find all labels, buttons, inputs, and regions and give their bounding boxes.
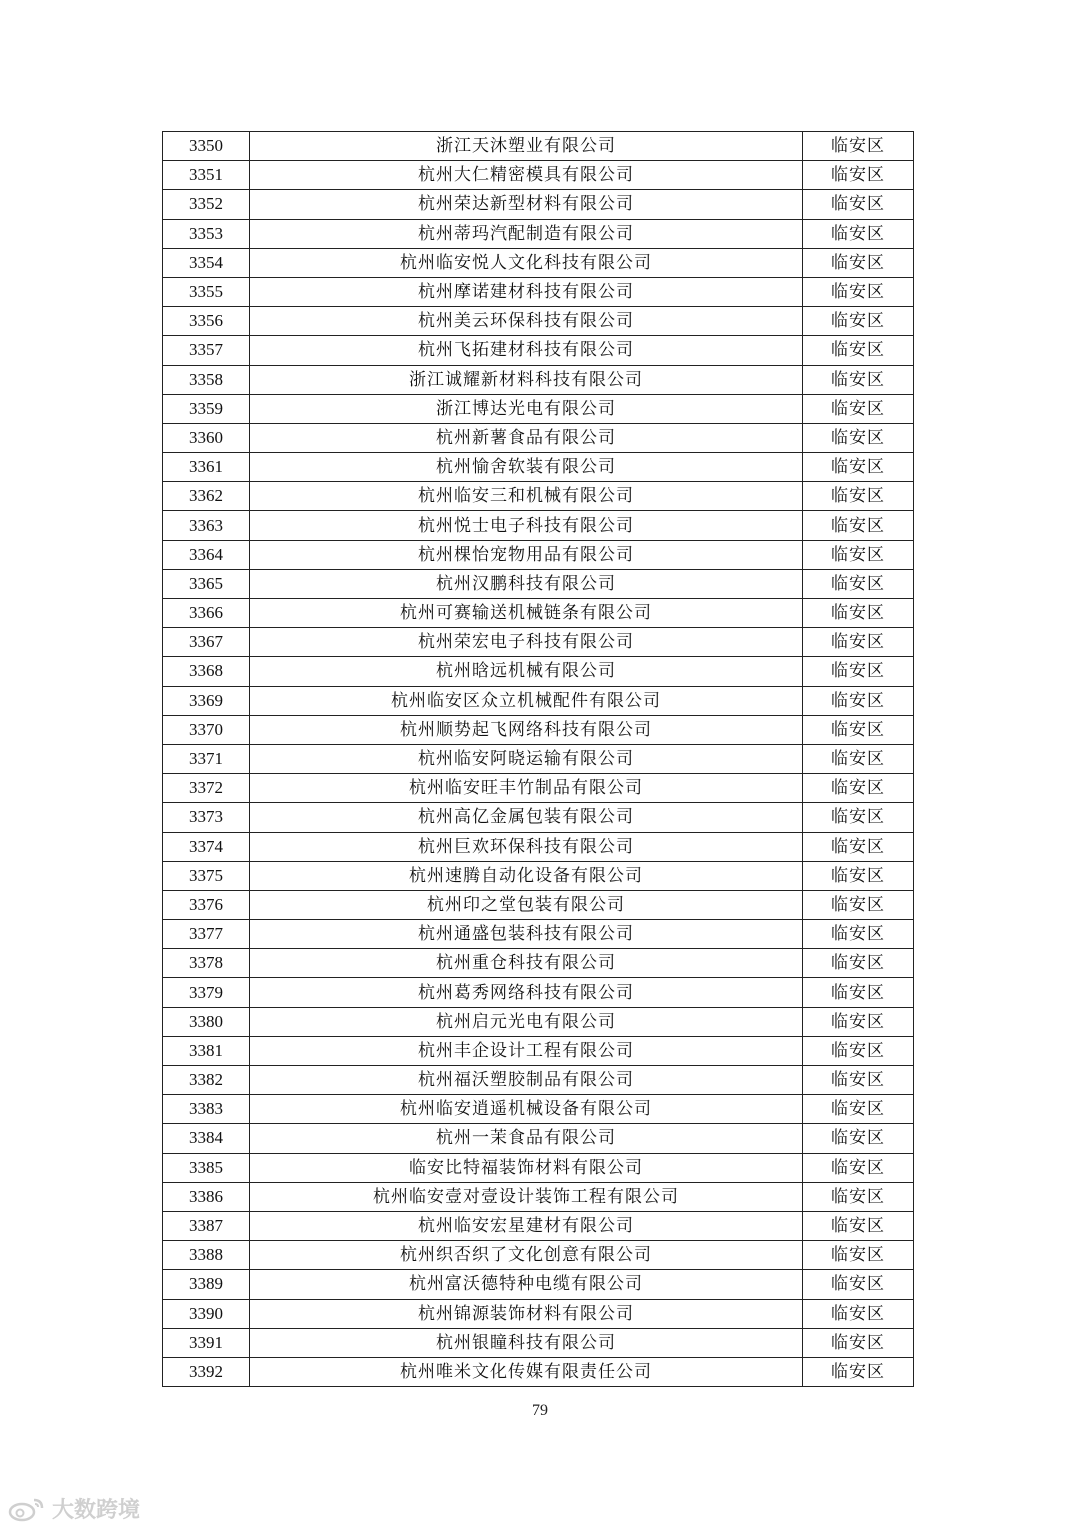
table-row [163, 744, 914, 773]
district-cell: 临安区 [803, 1357, 914, 1386]
row-number-cell: 3390 [163, 1299, 250, 1328]
row-number-cell: 3358 [163, 365, 250, 394]
row-number-cell: 3370 [163, 715, 250, 744]
table-row [163, 132, 914, 161]
table-row [163, 832, 914, 861]
district-cell: 临安区 [803, 190, 914, 219]
row-number-cell: 3383 [163, 1095, 250, 1124]
district-cell: 临安区 [803, 890, 914, 919]
row-number-cell: 3388 [163, 1241, 250, 1270]
district-cell: 临安区 [803, 132, 914, 161]
table-row [163, 1153, 914, 1182]
company-name-cell: 杭州悦士电子科技有限公司 [250, 511, 803, 540]
district-cell: 临安区 [803, 1036, 914, 1065]
company-name-cell: 杭州印之堂包装有限公司 [250, 890, 803, 919]
row-number-cell: 3363 [163, 511, 250, 540]
table-row [163, 161, 914, 190]
district-cell: 临安区 [803, 832, 914, 861]
row-number-cell: 3382 [163, 1066, 250, 1095]
company-name-cell: 杭州银瞳科技有限公司 [250, 1328, 803, 1357]
table-row [163, 949, 914, 978]
company-name-cell: 杭州重仓科技有限公司 [250, 949, 803, 978]
company-name-cell: 杭州愉舍软装有限公司 [250, 453, 803, 482]
table-row [163, 307, 914, 336]
table-row [163, 657, 914, 686]
row-number-cell: 3379 [163, 978, 250, 1007]
company-name-cell: 杭州大仁精密模具有限公司 [250, 161, 803, 190]
district-cell: 临安区 [803, 219, 914, 248]
district-cell: 临安区 [803, 511, 914, 540]
row-number-cell: 3361 [163, 453, 250, 482]
company-name-cell: 杭州巨欢环保科技有限公司 [250, 832, 803, 861]
district-cell: 临安区 [803, 744, 914, 773]
district-cell: 临安区 [803, 1299, 914, 1328]
district-cell: 临安区 [803, 1182, 914, 1211]
district-cell: 临安区 [803, 715, 914, 744]
company-name-cell: 杭州织否织了文化创意有限公司 [250, 1241, 803, 1270]
company-name-cell: 杭州通盛包装科技有限公司 [250, 920, 803, 949]
district-cell: 临安区 [803, 1007, 914, 1036]
row-number-cell: 3374 [163, 832, 250, 861]
company-name-cell: 杭州临安旺丰竹制品有限公司 [250, 774, 803, 803]
company-name-cell: 杭州摩诺建材科技有限公司 [250, 277, 803, 306]
table-row [163, 1270, 914, 1299]
table-row [163, 365, 914, 394]
district-cell: 临安区 [803, 1124, 914, 1153]
district-cell: 临安区 [803, 628, 914, 657]
district-cell: 临安区 [803, 336, 914, 365]
company-name-cell: 杭州锦源装饰材料有限公司 [250, 1299, 803, 1328]
district-cell: 临安区 [803, 1241, 914, 1270]
table-row [163, 861, 914, 890]
district-cell: 临安区 [803, 774, 914, 803]
district-cell: 临安区 [803, 248, 914, 277]
district-cell: 临安区 [803, 394, 914, 423]
table-row [163, 1211, 914, 1240]
table-row [163, 890, 914, 919]
district-cell: 临安区 [803, 599, 914, 628]
table-row [163, 1007, 914, 1036]
weibo-logo-icon [8, 1496, 48, 1522]
row-number-cell: 3389 [163, 1270, 250, 1299]
company-name-cell: 杭州可赛输送机械链条有限公司 [250, 599, 803, 628]
row-number-cell: 3357 [163, 336, 250, 365]
company-name-cell: 杭州富沃德特种电缆有限公司 [250, 1270, 803, 1299]
company-name-cell: 杭州丰企设计工程有限公司 [250, 1036, 803, 1065]
table-row [163, 1182, 914, 1211]
table-row [163, 920, 914, 949]
row-number-cell: 3377 [163, 920, 250, 949]
company-list [162, 131, 912, 1387]
company-name-cell: 杭州临安三和机械有限公司 [250, 482, 803, 511]
row-number-cell: 3360 [163, 423, 250, 452]
table-row [163, 511, 914, 540]
company-name-cell: 浙江诚耀新材料科技有限公司 [250, 365, 803, 394]
company-name-cell: 杭州荣达新型材料有限公司 [250, 190, 803, 219]
district-cell: 临安区 [803, 686, 914, 715]
district-cell: 临安区 [803, 540, 914, 569]
table-row [163, 336, 914, 365]
table-row [163, 686, 914, 715]
table-row [163, 394, 914, 423]
company-name-cell: 临安比特福装饰材料有限公司 [250, 1153, 803, 1182]
district-cell: 临安区 [803, 1328, 914, 1357]
row-number-cell: 3392 [163, 1357, 250, 1386]
table-row [163, 1328, 914, 1357]
watermark-text: 大数跨境 [52, 1498, 141, 1523]
row-number-cell: 3365 [163, 569, 250, 598]
row-number-cell: 3381 [163, 1036, 250, 1065]
row-number-cell: 3376 [163, 890, 250, 919]
table-row [163, 248, 914, 277]
district-cell: 临安区 [803, 1270, 914, 1299]
table-row [163, 715, 914, 744]
row-number-cell: 3380 [163, 1007, 250, 1036]
row-number-cell: 3372 [163, 774, 250, 803]
table-row [163, 774, 914, 803]
company-name-cell: 杭州飞拓建材科技有限公司 [250, 336, 803, 365]
row-number-cell: 3353 [163, 219, 250, 248]
table-row [163, 978, 914, 1007]
district-cell: 临安区 [803, 861, 914, 890]
company-name-cell: 杭州美云环保科技有限公司 [250, 307, 803, 336]
row-number-cell: 3373 [163, 803, 250, 832]
row-number-cell: 3369 [163, 686, 250, 715]
row-number-cell: 3354 [163, 248, 250, 277]
table-row [163, 1036, 914, 1065]
row-number-cell: 3350 [163, 132, 250, 161]
district-cell: 临安区 [803, 569, 914, 598]
district-cell: 临安区 [803, 1095, 914, 1124]
row-number-cell: 3362 [163, 482, 250, 511]
district-cell: 临安区 [803, 453, 914, 482]
row-number-cell: 3364 [163, 540, 250, 569]
company-name-cell: 杭州荣宏电子科技有限公司 [250, 628, 803, 657]
row-number-cell: 3385 [163, 1153, 250, 1182]
company-name-cell: 杭州棵怡宠物用品有限公司 [250, 540, 803, 569]
company-name-cell: 杭州临安区众立机械配件有限公司 [250, 686, 803, 715]
table-row [163, 1357, 914, 1386]
row-number-cell: 3368 [163, 657, 250, 686]
company-name-cell: 杭州晗远机械有限公司 [250, 657, 803, 686]
row-number-cell: 3371 [163, 744, 250, 773]
company-name-cell: 杭州顺势起飞网络科技有限公司 [250, 715, 803, 744]
company-name-cell: 浙江天沐塑业有限公司 [250, 132, 803, 161]
district-cell: 临安区 [803, 1066, 914, 1095]
row-number-cell: 3356 [163, 307, 250, 336]
company-table [162, 131, 914, 1387]
company-name-cell: 杭州唯米文化传媒有限责任公司 [250, 1357, 803, 1386]
row-number-cell: 3366 [163, 599, 250, 628]
row-number-cell: 3378 [163, 949, 250, 978]
row-number-cell: 3351 [163, 161, 250, 190]
company-name-cell: 杭州一茉食品有限公司 [250, 1124, 803, 1153]
table-row [163, 1124, 914, 1153]
district-cell: 临安区 [803, 1211, 914, 1240]
table-row [163, 219, 914, 248]
row-number-cell: 3375 [163, 861, 250, 890]
company-name-cell: 杭州葛秀网络科技有限公司 [250, 978, 803, 1007]
company-name-cell: 杭州启元光电有限公司 [250, 1007, 803, 1036]
district-cell: 临安区 [803, 657, 914, 686]
company-name-cell: 杭州临安阿晓运输有限公司 [250, 744, 803, 773]
row-number-cell: 3386 [163, 1182, 250, 1211]
table-row [163, 628, 914, 657]
district-cell: 临安区 [803, 949, 914, 978]
table-row [163, 1299, 914, 1328]
company-name-cell: 杭州高亿金属包装有限公司 [250, 803, 803, 832]
row-number-cell: 3391 [163, 1328, 250, 1357]
company-name-cell: 浙江博达光电有限公司 [250, 394, 803, 423]
company-name-cell: 杭州蒂玛汽配制造有限公司 [250, 219, 803, 248]
district-cell: 临安区 [803, 482, 914, 511]
table-row [163, 569, 914, 598]
row-number-cell: 3387 [163, 1211, 250, 1240]
district-cell: 临安区 [803, 920, 914, 949]
table-row [163, 453, 914, 482]
district-cell: 临安区 [803, 365, 914, 394]
company-name-cell: 杭州临安壹对壹设计装饰工程有限公司 [250, 1182, 803, 1211]
row-number-cell: 3367 [163, 628, 250, 657]
table-row [163, 803, 914, 832]
company-name-cell: 杭州新薯食品有限公司 [250, 423, 803, 452]
company-name-cell: 杭州汉鹏科技有限公司 [250, 569, 803, 598]
company-name-cell: 杭州临安逍遥机械设备有限公司 [250, 1095, 803, 1124]
district-cell: 临安区 [803, 423, 914, 452]
district-cell: 临安区 [803, 1153, 914, 1182]
table-row [163, 482, 914, 511]
row-number-cell: 3355 [163, 277, 250, 306]
district-cell: 临安区 [803, 307, 914, 336]
district-cell: 临安区 [803, 803, 914, 832]
table-body [163, 132, 914, 1387]
row-number-cell: 3384 [163, 1124, 250, 1153]
district-cell: 临安区 [803, 978, 914, 1007]
company-name-cell: 杭州福沃塑胶制品有限公司 [250, 1066, 803, 1095]
company-name-cell: 杭州临安悦人文化科技有限公司 [250, 248, 803, 277]
page-number: 79 [532, 1402, 548, 1419]
row-number-cell: 3352 [163, 190, 250, 219]
table-row [163, 423, 914, 452]
table-row [163, 599, 914, 628]
district-cell: 临安区 [803, 161, 914, 190]
table-row [163, 1095, 914, 1124]
table-row [163, 1241, 914, 1270]
table-row [163, 540, 914, 569]
table-row [163, 190, 914, 219]
company-name-cell: 杭州临安宏星建材有限公司 [250, 1211, 803, 1240]
watermark [8, 1493, 140, 1524]
company-name-cell: 杭州速腾自动化设备有限公司 [250, 861, 803, 890]
row-number-cell: 3359 [163, 394, 250, 423]
district-cell: 临安区 [803, 277, 914, 306]
table-row [163, 1066, 914, 1095]
table-row [163, 277, 914, 306]
